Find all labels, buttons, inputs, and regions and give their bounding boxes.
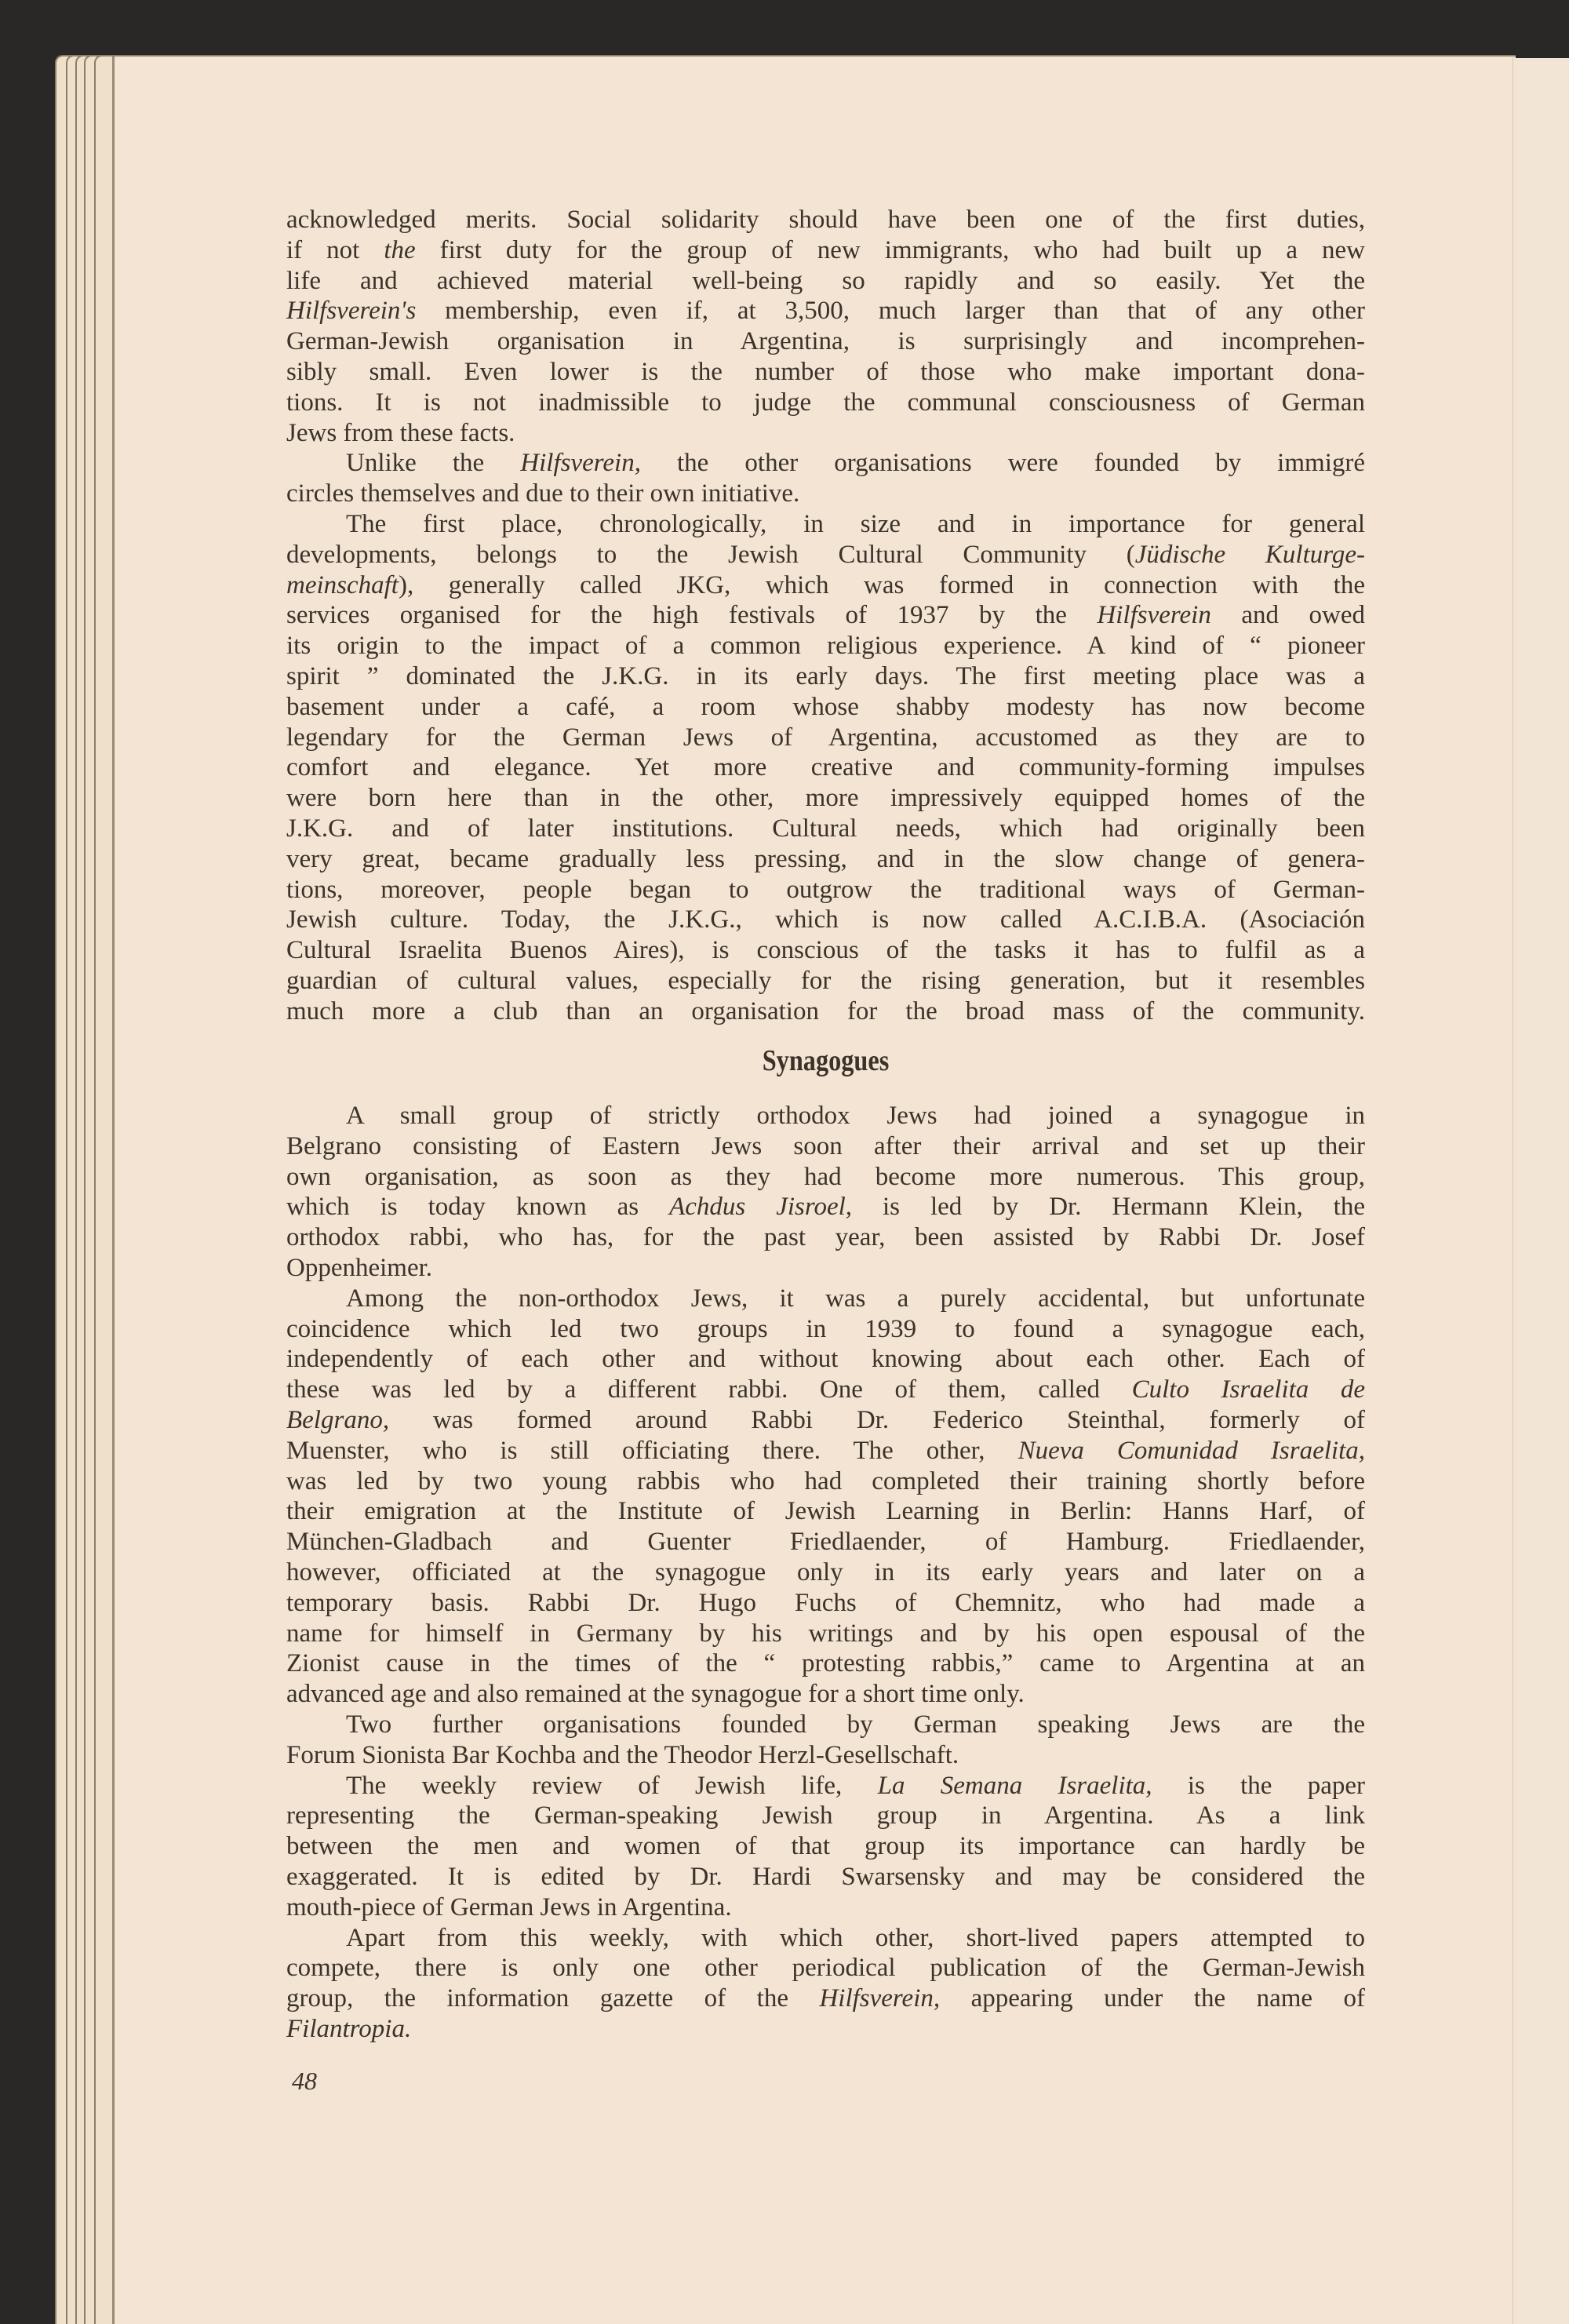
text-line [286,1648,1365,1679]
text-line [286,1162,1365,1193]
text-span: group, the information gazette of the [286,1984,820,2013]
text-span: developments, belongs to the Jewish Cultural Community ( [286,540,1135,569]
text-span: Unlike the [346,449,521,478]
text-span: the other organisations were founded by immigré [640,449,1365,478]
text-span: their emigration at the Institute of Jewish Learning in Berlin: Hanns Harf, of [286,1497,1365,1526]
text-line [286,326,1365,357]
text-line [286,1405,1365,1436]
text-span: Cultural Israelita Buenos Aires), is conscious of the tasks it has to fulfil as a [286,936,1365,965]
text-span: much more a club than an organisation for the broad mass of the community. [286,996,1365,1025]
text-line [286,1740,1365,1771]
text-span: Forum Sionista Bar Kochba and the Theodor Herzl-Gesellschaft. [286,1740,959,1769]
text-span: Muenster, who is still officiating there. The other, [286,1436,1018,1465]
text-span: mouth-piece of German Jews in Argentina. [286,1892,732,1921]
text-block-synagogues [286,1101,1365,2045]
text-span: Belgrano consisting of Eastern Jews soon after their arrival and set up their [286,1131,1365,1160]
text-line [286,540,1365,570]
text-line [286,418,1365,449]
text-line [286,1284,1365,1314]
text-span: first duty for the group of new immigrants, who had built up a new [415,235,1365,264]
text-span: German-Jewish organisation in Argentina, is surprisingly and incomprehen- [286,327,1365,356]
text-line [286,631,1365,661]
text-span: Zionist cause in the times of the “ protesting rabbis,” came to Argentina at an [286,1649,1365,1678]
text-span: München-Gladbach and Guenter Friedlaender, of Hamburg. Friedlaender, [286,1528,1365,1557]
text-span: legendary for the German Jews of Argentina, accustomed as they are to [286,723,1365,752]
italic-text-span: La Semana Israelita, [877,1771,1152,1800]
text-line [286,1892,1365,1923]
text-line [286,1101,1365,1131]
text-line [286,935,1365,966]
text-line [286,1557,1365,1588]
text-line [286,205,1365,235]
text-line [286,570,1365,601]
text-span: comfort and elegance. Yet more creative and community-forming impulses [286,753,1365,782]
text-span: ), generally called JKG, which was formed in connection with the [398,570,1365,599]
text-span: if not [286,235,384,264]
italic-text-span: meinschaft [286,570,399,599]
text-span: is the paper [1152,1771,1365,1800]
text-span: between the men and women of that group its importance can hardly be [286,1832,1365,1861]
text-line [286,1983,1365,2014]
text-line [286,1862,1365,1892]
text-span: own organisation, as soon as they had become more numerous. This group, [286,1162,1365,1191]
text-span: independently of each other and without knowing about each other. Each of [286,1345,1365,1374]
italic-text-span: Filantropia. [286,2014,412,2043]
text-line [286,235,1365,266]
text-line [286,905,1365,935]
text-span: services organised for the high festivals of 1937 by the [286,601,1098,630]
text-line [286,1466,1365,1497]
text-span: tions. It is not inadmissible to judge the communal consciousness of German [286,388,1365,417]
text-span: which is today known as [286,1193,670,1222]
text-line [286,996,1365,1027]
text-span: these was led by a different rabbi. One of them, called [286,1375,1132,1404]
text-line [286,661,1365,692]
text-span: however, officiated at the synagogue only in its early years and later on a [286,1557,1365,1586]
text-line [286,509,1365,540]
text-span: Oppenheimer. [286,1253,433,1282]
text-line [286,1527,1365,1557]
text-span: guardian of cultural values, especially for the rising generation, but it resembles [286,966,1365,995]
text-span: tions, moreover, people began to outgrow the traditional ways of German- [286,875,1365,904]
text-line [286,296,1365,326]
text-span: The weekly review of Jewish life, [346,1771,878,1800]
text-span: Among the non-orthodox Jews, it was a purely accidental, but unfortunate [346,1284,1365,1313]
text-span: advanced age and also remained at the synagogue for a short time only. [286,1680,1025,1709]
text-span: and owed [1210,601,1365,630]
text-line [286,600,1365,631]
text-line [286,1619,1365,1649]
italic-text-span: Jüdische Kulturge- [1134,540,1365,569]
text-span: acknowledged merits. Social solidarity should have been one of the first duties, [286,206,1365,234]
text-line [286,875,1365,905]
text-line [286,266,1365,297]
text-line [286,357,1365,388]
text-line [286,1771,1365,1801]
page-number: 48 [292,2067,317,2095]
text-span: circles themselves and due to their own initiative. [286,479,800,508]
text-span: representing the German-speaking Jewish group in Argentina. As a link [286,1801,1365,1830]
text-span: is led by Dr. Hermann Klein, the [852,1193,1365,1222]
text-span: Jewish culture. Today, the J.K.G., which is now called A.C.I.B.A. (Asociación [286,905,1365,934]
text-span: basement under a café, a room whose shabby modesty has now become [286,692,1365,721]
text-line [286,1710,1365,1740]
text-span: was formed around Rabbi Dr. Federico Steinthal, formerly of [389,1405,1365,1434]
text-span: exaggerated. It is edited by Dr. Hardi Swarsensky and may be considered the [286,1862,1365,1891]
text-line [286,2014,1365,2045]
text-span: Two further organisations founded by German speaking Jews are the [346,1710,1365,1739]
text-span: compete, there is only one other periodical publication of the German-Jewish [286,1954,1365,1983]
text-span: Apart from this weekly, with which other, short-lived papers attempted to [346,1923,1365,1952]
text-line [286,1923,1365,1954]
italic-text-span: Hilfsverein, [819,1984,941,2013]
text-line [286,966,1365,996]
text-span: name for himself in Germany by his writings and by his open espousal of the [286,1619,1365,1648]
text-span: The first place, chronologically, in size and in importance for general [346,509,1365,538]
text-line [286,844,1365,875]
text-span: Jews from these facts. [286,418,515,447]
text-line [286,479,1365,509]
text-line [286,1192,1365,1222]
text-line [286,1953,1365,1983]
text-line [286,1222,1365,1253]
text-span: very great, became gradually less pressing, and in the slow change of genera- [286,844,1365,873]
text-span: spirit ” dominated the J.K.G. in its early days. The first meeting place was a [286,661,1365,690]
text-span: coincidence which led two groups in 1939 to found a synagogue each, [286,1314,1365,1343]
italic-text-span: Hilfsverein, [520,449,641,478]
text-span: J.K.G. and of later institutions. Cultural needs, which had originally been [286,814,1365,843]
text-span: appearing under the name of [940,1984,1365,2013]
text-line [286,723,1365,753]
text-span: A small group of strictly orthodox Jews had joined a synagogue in [346,1102,1365,1130]
text-line [286,1375,1365,1405]
text-line [286,1679,1365,1710]
text-line [286,783,1365,814]
text-line [286,752,1365,783]
italic-text-span: Hilfsverein's [286,297,417,326]
text-line [286,1831,1365,1862]
italic-text-span: Nueva Comunidad Israelita, [1017,1436,1365,1465]
text-line [286,692,1365,723]
text-line [286,1314,1365,1345]
italic-text-span: Hilfsverein [1097,601,1211,630]
text-span: membership, even if, at 3,500, much larger than that of any other [416,297,1365,326]
text-span: temporary basis. Rabbi Dr. Hugo Fuchs of Chemnitz, who had made a [286,1588,1365,1617]
text-span: was led by two young rabbis who had completed their training shortly before [286,1466,1365,1495]
italic-text-span: the [384,235,416,264]
text-line [286,1344,1365,1375]
italic-text-span: Belgrano, [286,1405,390,1434]
text-span: its origin to the impact of a common religious experience. A kind of “ pioneer [286,632,1365,661]
text-span: sibly small. Even lower is the number of those who make important dona- [286,357,1365,386]
text-line [286,448,1365,479]
text-line [286,1253,1365,1284]
section-heading: Synagogues [762,1044,890,1077]
text-line [286,1131,1365,1162]
text-line [286,1436,1365,1466]
italic-text-span: Culto Israelita de [1131,1375,1365,1404]
text-line [286,1496,1365,1527]
adjacent-page-edge [1512,58,1569,2324]
text-line [286,1801,1365,1831]
text-line [286,388,1365,418]
text-block-upper [286,205,1365,1027]
italic-text-span: Achdus Jisroel, [669,1193,853,1222]
text-span: life and achieved material well-being so rapidly and so easily. Yet the [286,266,1365,295]
text-span: orthodox rabbi, who has, for the past year, been assisted by Rabbi Dr. Josef [286,1223,1365,1252]
text-line [286,1588,1365,1619]
text-line [286,814,1365,844]
text-span: were born here than in the other, more impressively equipped homes of the [286,784,1365,813]
